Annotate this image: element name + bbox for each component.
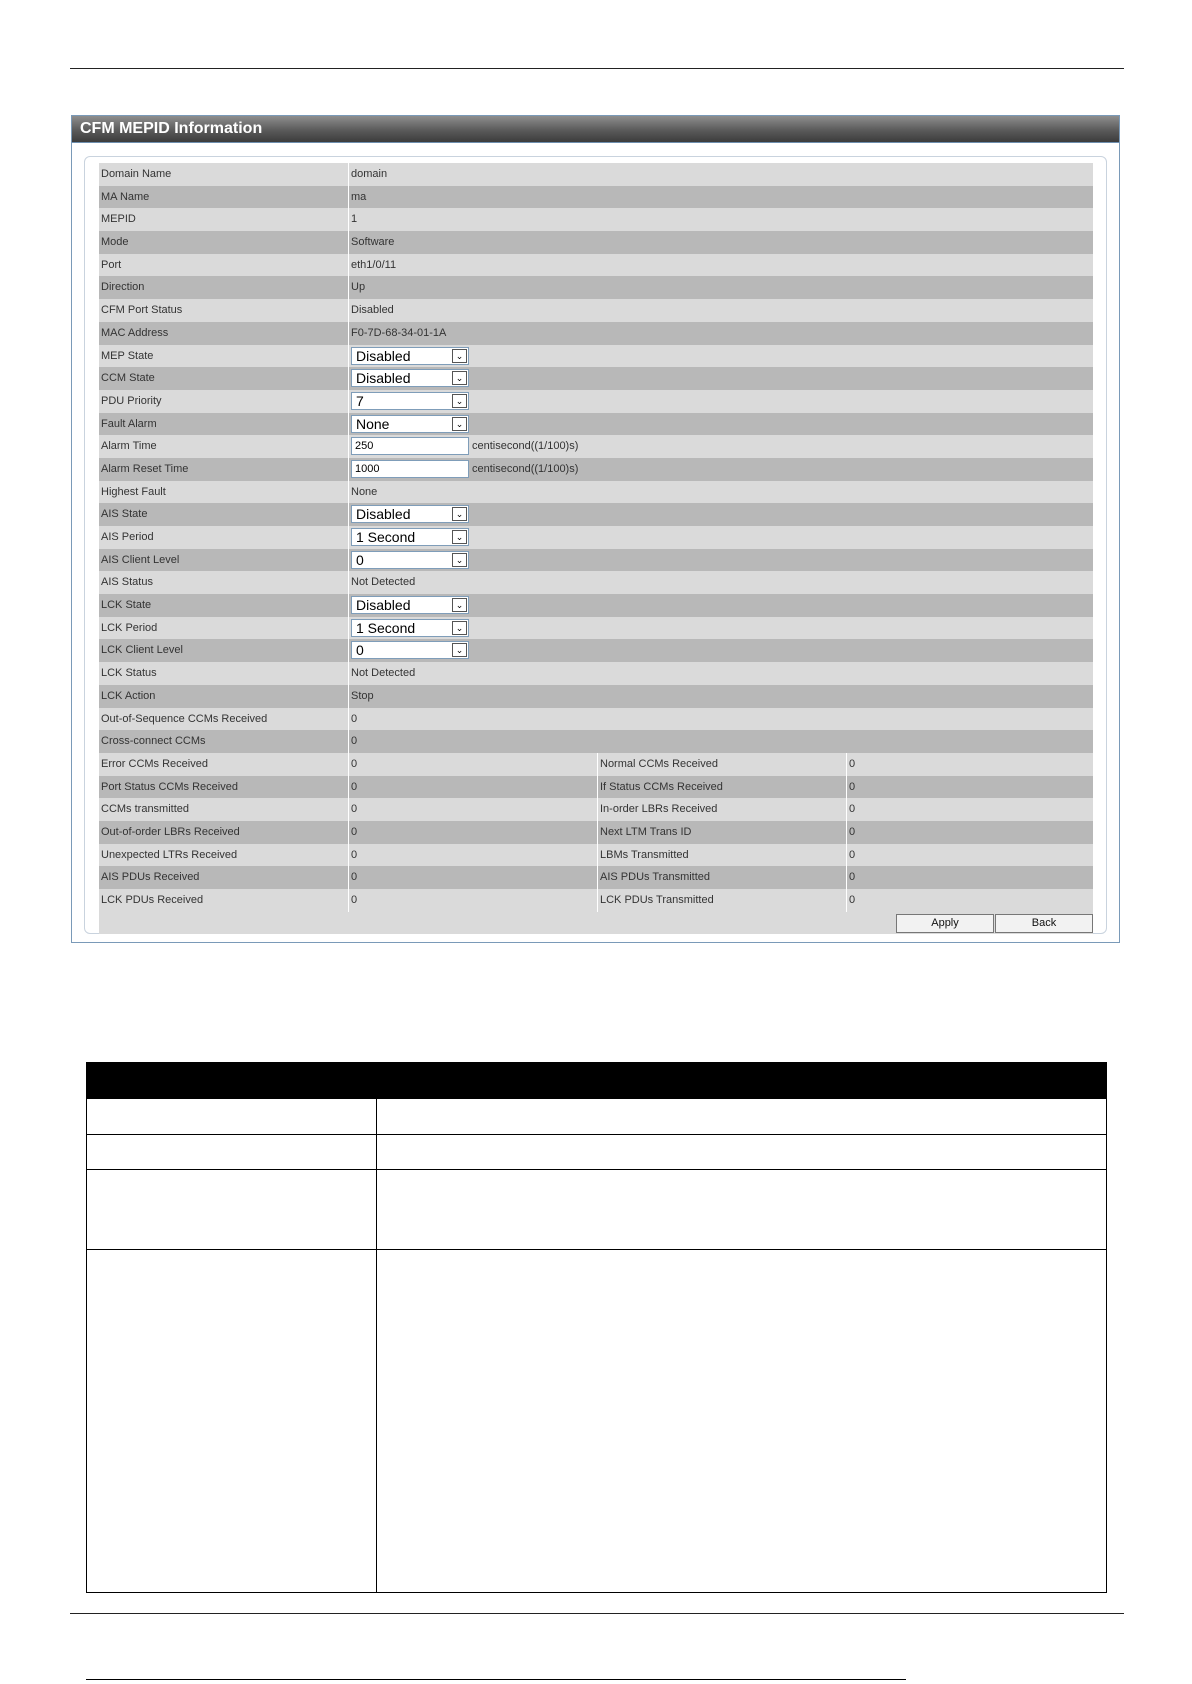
field-label: LCK State: [101, 599, 152, 612]
dropdown-value: Disabled: [356, 347, 411, 364]
text-input[interactable]: 250: [351, 437, 469, 455]
field-value: 0: [348, 889, 597, 912]
field-label: PDU Priority: [101, 394, 162, 407]
field-label: LCK Period: [101, 621, 158, 634]
description-row-divider: [87, 1169, 1106, 1170]
table-row: [99, 163, 1093, 186]
table-row: [99, 435, 1093, 458]
panel-title: CFM MEPID Information: [72, 116, 1119, 143]
field-value: 0: [846, 753, 1093, 776]
field-label: Out-of-Sequence CCMs Received: [101, 712, 268, 725]
field-label: AIS PDUs Received: [101, 871, 200, 884]
field-label: Out-of-order LBRs Received: [101, 825, 240, 838]
chevron-down-icon[interactable]: ⌄: [452, 643, 467, 657]
field-label: Normal CCMs Received: [597, 753, 846, 776]
footer-rule: [70, 1613, 1124, 1614]
field-label: Next LTM Trans ID: [597, 821, 846, 844]
chevron-down-icon[interactable]: ⌄: [452, 371, 467, 385]
table-row: [99, 571, 1093, 594]
table-row: [99, 208, 1093, 231]
field-value: 0: [348, 821, 597, 844]
field-value: 0: [348, 776, 597, 799]
dropdown-value: Disabled: [356, 506, 411, 523]
field-value: Up: [348, 276, 1093, 299]
table-row: [99, 503, 1093, 526]
table-row: [99, 322, 1093, 345]
field-label: LCK PDUs Transmitted: [597, 889, 846, 912]
field-value: Stop: [348, 685, 1093, 708]
field-label: Port: [101, 258, 122, 271]
table-row: [99, 231, 1093, 254]
field-value: 0: [846, 821, 1093, 844]
field-value: Not Detected: [348, 571, 1093, 594]
table-row: [99, 798, 1093, 821]
table-row: [99, 662, 1093, 685]
field-label: Direction: [101, 281, 145, 294]
field-value: domain: [348, 163, 1093, 186]
field-label: AIS PDUs Transmitted: [597, 866, 846, 889]
field-label: Cross-connect CCMs: [101, 735, 206, 748]
unit-label: centisecond((1/100)s): [472, 462, 579, 475]
dropdown-select[interactable]: [351, 415, 469, 433]
description-table-header: [87, 1063, 1106, 1099]
field-value: 0: [348, 753, 597, 776]
table-row: [99, 708, 1093, 731]
table-row: [99, 594, 1093, 617]
field-label: LCK PDUs Received: [101, 894, 204, 906]
field-label: CCMs transmitted: [101, 803, 190, 816]
field-value: Disabled: [348, 299, 1093, 322]
header-rule: [70, 68, 1124, 69]
field-value: 0: [846, 844, 1093, 867]
field-value: 0: [348, 844, 597, 867]
dropdown-value: None: [356, 415, 390, 432]
field-label: CCM State: [101, 372, 155, 385]
field-label: Domain Name: [101, 168, 172, 180]
description-row-divider: [87, 1134, 1106, 1135]
dropdown-value: 0: [356, 551, 364, 568]
field-label: Alarm Time: [101, 440, 157, 453]
field-label: Highest Fault: [101, 485, 166, 498]
field-label: MEPID: [101, 213, 136, 226]
table-row: [99, 526, 1093, 549]
field-value: None: [348, 481, 1093, 504]
chevron-down-icon[interactable]: ⌄: [452, 598, 467, 612]
button-row: [99, 912, 1093, 934]
chevron-down-icon[interactable]: ⌄: [452, 349, 467, 363]
field-label: MEP State: [101, 349, 154, 362]
field-value: 0: [348, 866, 597, 889]
field-label: If Status CCMs Received: [597, 776, 846, 799]
back-button[interactable]: Back: [995, 914, 1093, 933]
field-label: CFM Port Status: [101, 304, 183, 317]
dropdown-value: Disabled: [356, 597, 411, 614]
field-value: F0-7D-68-34-01-1A: [348, 322, 1093, 345]
field-value: ma: [348, 186, 1093, 209]
dropdown-select[interactable]: [351, 347, 469, 365]
field-label: Alarm Reset Time: [101, 462, 189, 475]
field-label: Port Status CCMs Received: [101, 780, 238, 793]
field-value: 0: [846, 866, 1093, 889]
field-label: LCK Client Level: [101, 644, 183, 657]
table-row: [99, 549, 1093, 572]
table-row: [99, 254, 1093, 277]
table-row: [99, 345, 1093, 368]
field-value: Software: [348, 231, 1093, 254]
field-value: 0: [348, 730, 1093, 753]
table-row: [99, 299, 1093, 322]
table-row: [99, 776, 1093, 799]
field-label: AIS Period: [101, 531, 154, 543]
dropdown-select[interactable]: [351, 369, 469, 387]
field-label: AIS Client Level: [101, 553, 180, 566]
field-label: Mode: [101, 236, 129, 249]
apply-button[interactable]: Apply: [896, 914, 994, 933]
footer-underline: [86, 1679, 906, 1680]
table-row: [99, 413, 1093, 436]
mepid-table: [99, 163, 1093, 934]
table-row: [99, 639, 1093, 662]
table-row: [99, 617, 1093, 640]
chevron-down-icon[interactable]: ⌄: [452, 394, 467, 408]
panel-body: [84, 156, 1107, 934]
table-row: [99, 458, 1093, 481]
field-value: 0: [846, 798, 1093, 821]
field-label: LCK Action: [101, 689, 156, 702]
field-value: eth1/0/11: [348, 254, 1093, 277]
dropdown-select[interactable]: [351, 392, 469, 410]
table-row: [99, 753, 1093, 776]
cfm-mepid-panel: [71, 115, 1120, 943]
table-row: [99, 821, 1093, 844]
table-row: [99, 685, 1093, 708]
description-table: [86, 1062, 1107, 1593]
dropdown-value: Disabled: [356, 370, 411, 387]
dropdown-select[interactable]: [351, 641, 469, 659]
table-row: [99, 367, 1093, 390]
table-row: [99, 186, 1093, 209]
field-label: Fault Alarm: [101, 417, 157, 430]
table-row: [99, 276, 1093, 299]
dropdown-select[interactable]: [351, 619, 469, 637]
dropdown-select[interactable]: [351, 551, 469, 569]
field-label: Error CCMs Received: [101, 757, 208, 770]
dropdown-value: 1 Second: [356, 619, 416, 636]
field-label: MAC Address: [101, 326, 169, 339]
field-value: 0: [846, 776, 1093, 799]
field-label: MA Name: [101, 190, 150, 203]
dropdown-select[interactable]: [351, 596, 469, 614]
table-row: [99, 844, 1093, 867]
chevron-down-icon[interactable]: ⌄: [452, 621, 467, 635]
description-column-divider: [376, 1099, 377, 1592]
field-value: 0: [348, 708, 1093, 731]
field-label: In-order LBRs Received: [597, 798, 846, 821]
table-row: [99, 390, 1093, 413]
unit-label: centisecond((1/100)s): [472, 440, 579, 453]
table-row: [99, 730, 1093, 753]
dropdown-select[interactable]: [351, 505, 469, 523]
dropdown-value: 7: [356, 392, 364, 409]
chevron-down-icon[interactable]: ⌄: [452, 507, 467, 521]
description-row-divider: [87, 1249, 1106, 1250]
field-label: AIS Status: [101, 576, 153, 589]
text-input[interactable]: 1000: [351, 460, 469, 478]
chevron-down-icon[interactable]: ⌄: [452, 530, 467, 544]
field-value: 0: [846, 889, 1093, 912]
dropdown-value: 0: [356, 642, 364, 659]
table-row: [99, 481, 1093, 504]
dropdown-value: 1 Second: [356, 529, 416, 545]
field-label: AIS State: [101, 508, 148, 521]
chevron-down-icon[interactable]: ⌄: [452, 553, 467, 567]
dropdown-select[interactable]: [351, 528, 469, 546]
field-value: 1: [348, 208, 1093, 231]
field-label: LCK Status: [101, 667, 157, 680]
field-value: Not Detected: [348, 662, 1093, 685]
chevron-down-icon[interactable]: ⌄: [452, 417, 467, 431]
field-label: Unexpected LTRs Received: [101, 848, 238, 861]
table-row: [99, 866, 1093, 889]
table-row: [99, 889, 1093, 912]
field-label: LBMs Transmitted: [597, 844, 846, 867]
field-value: 0: [348, 798, 597, 821]
